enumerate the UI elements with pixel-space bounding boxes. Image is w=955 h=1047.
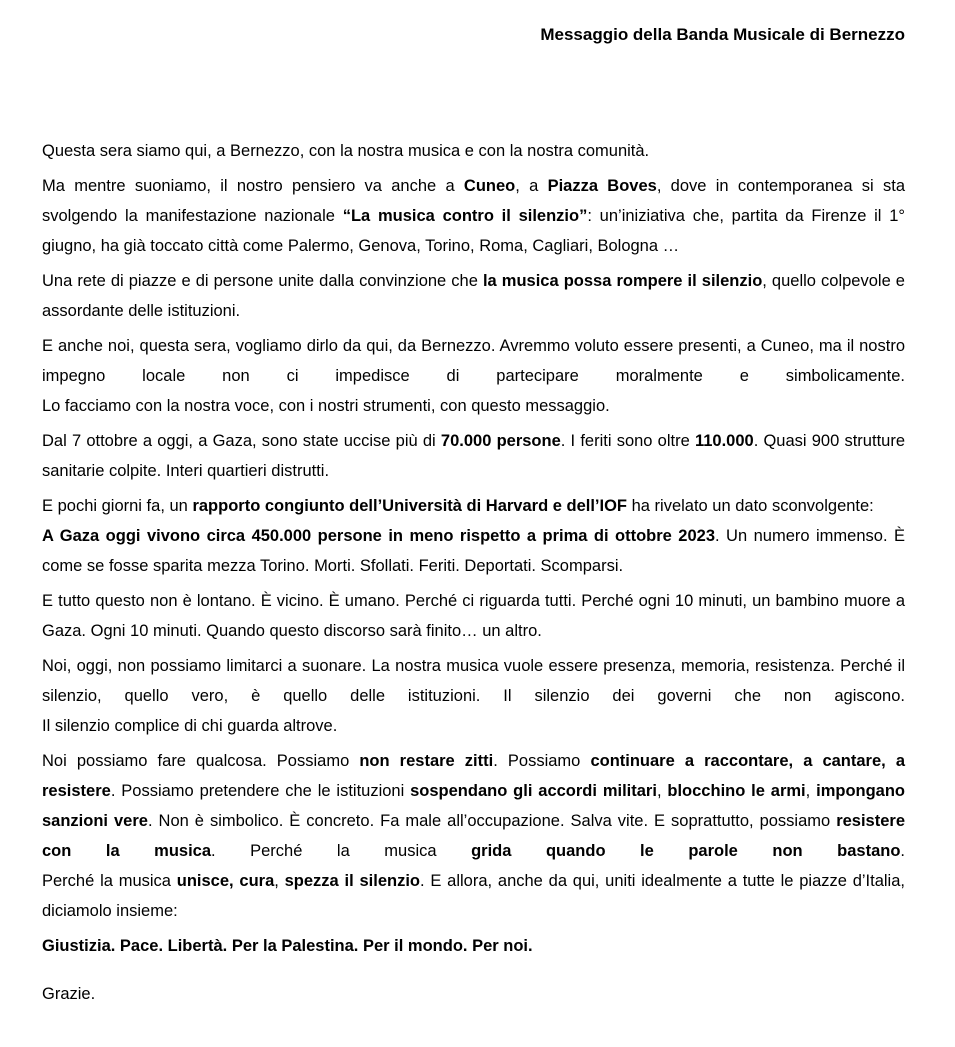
text-segment — [42, 491, 905, 521]
text-run: , dove in contemporanea si sta svolgendo la manifestazione nazionale — [42, 177, 905, 225]
text-run: E tutto questo non è lontano. È vicino. È umano. Perché ci riguarda tutti. Perché ogni 10 minuti, un bambino muore a Gaza. Ogni 10 minuti. Quando questo discorso sarà finito… un altro. — [42, 592, 905, 640]
paragraph-p8 — [42, 651, 905, 741]
text-run: . Perché la musica — [211, 842, 472, 860]
bold-text-run: Cuneo — [463, 177, 516, 195]
text-segment — [42, 331, 905, 391]
bold-text-run: spezza il silenzio — [284, 872, 420, 890]
text-segment — [42, 651, 905, 711]
bold-text-run: grida quando le parole non bastano — [471, 842, 901, 860]
paragraph-p1 — [42, 136, 905, 166]
bold-text-run: non restare zitti — [359, 752, 494, 770]
bold-text-run: Giustizia. Pace. Libertà. Per la Palestina. Per il mondo. Per noi. — [42, 937, 533, 955]
text-segment — [42, 711, 905, 741]
text-run: Una rete di piazze e di persone unite dalla convinzione che — [42, 272, 483, 290]
bold-text-run: impongano sanzioni vere — [42, 782, 906, 830]
text-segment — [42, 136, 905, 166]
text-segment — [42, 521, 905, 581]
bold-text-run: la musica possa rompere il silenzio — [482, 272, 763, 290]
text-run: : un’iniziativa che, partita da Firenze il 1° giugno, ha già toccato città come Palermo, Genova, Torino, Roma, Cagliari, Bologna … — [42, 207, 906, 255]
document-title: Messaggio della Banda Musicale di Bernezzo — [540, 25, 905, 44]
bold-text-run: rapporto congiunto dell’Università di Harvard e dell’IOF — [192, 497, 628, 515]
text-segment — [42, 266, 905, 326]
text-segment — [42, 171, 905, 261]
text-run: E pochi giorni fa, un — [42, 497, 193, 515]
text-segment — [42, 866, 905, 926]
text-segment — [42, 391, 905, 421]
text-run: Il silenzio complice di chi guarda altrove. — [42, 717, 338, 735]
text-run: Noi possiamo fare qualcosa. Possiamo — [42, 752, 360, 770]
text-run: Grazie. — [42, 985, 96, 1003]
text-run: Dal 7 ottobre a oggi, a Gaza, sono state uccise più di — [42, 432, 441, 450]
paragraph-p2 — [42, 171, 905, 261]
paragraph-p5 — [42, 426, 905, 486]
bold-text-run: Piazza Boves — [547, 177, 657, 195]
text-run: , a — [515, 177, 548, 195]
bold-text-run: blocchino le armi — [667, 782, 806, 800]
text-run: , quello colpevole e assordante delle istituzioni. — [42, 272, 905, 320]
text-run: . Possiamo pretendere che le istituzioni — [110, 782, 411, 800]
text-run: . Possiamo — [493, 752, 591, 770]
bold-text-run: unisce, cura — [176, 872, 275, 890]
bold-text-run: resistere con la musica — [42, 812, 905, 860]
text-run: . Non è simbolico. È concreto. Fa male all’occupazione. Salva vite. E soprattutto, possiamo — [147, 812, 837, 830]
paragraph-p4 — [42, 331, 905, 421]
paragraph-p11 — [42, 979, 905, 1009]
text-run: ha rivelato un dato sconvolgente: — [627, 497, 874, 515]
document-body — [42, 136, 905, 1009]
paragraph-p6 — [42, 491, 905, 581]
bold-text-run: “La musica contro il silenzio” — [342, 207, 588, 225]
bold-text-run: A Gaza oggi vivono circa 450.000 persone in meno rispetto a prima di ottobre 2023 — [42, 527, 716, 545]
text-run: , — [656, 782, 668, 800]
text-run: . — [900, 842, 905, 860]
text-run: Lo facciamo con la nostra voce, con i nostri strumenti, con questo messaggio. — [42, 397, 610, 415]
text-run: . Quasi 900 strutture sanitarie colpite. Interi quartieri distrutti. — [42, 432, 905, 480]
text-run: Noi, oggi, non possiamo limitarci a suonare. La nostra musica vuole essere presenza, memoria, resistenza. Perché il silenzio, quello vero, è quello delle istituzioni. Il silenzio dei governi che non agiscono. — [42, 657, 905, 705]
text-segment — [42, 979, 905, 1009]
text-segment — [42, 426, 905, 486]
text-run: , — [274, 872, 285, 890]
text-run: , — [805, 782, 817, 800]
text-run: Perché la musica — [42, 872, 177, 890]
text-run: Questa sera siamo qui, a Bernezzo, con la nostra musica e con la nostra comunità. — [42, 142, 650, 160]
bold-text-run: continuare a raccontare, a cantare, a resistere — [42, 752, 906, 800]
text-run: . E allora, anche da qui, uniti idealmente a tutte le piazze d’Italia, diciamolo insieme: — [42, 872, 905, 920]
paragraph-p7 — [42, 586, 905, 646]
bold-text-run: sospendano gli accordi militari — [410, 782, 657, 800]
text-run: Ma mentre suoniamo, il nostro pensiero va anche a — [42, 177, 464, 195]
text-run: . Un numero immenso. È come se fosse sparita mezza Torino. Morti. Sfollati. Feriti. Deportati. Scomparsi. — [42, 527, 905, 575]
text-run: . I feriti sono oltre — [560, 432, 695, 450]
bold-text-run: 70.000 persone — [440, 432, 561, 450]
text-segment — [42, 931, 905, 961]
document-page — [0, 24, 955, 1047]
text-segment — [42, 586, 905, 646]
bold-text-run: 110.000 — [694, 432, 754, 450]
paragraph-p10 — [42, 931, 905, 961]
text-run: E anche noi, questa sera, vogliamo dirlo da qui, da Bernezzo. Avremmo voluto essere presenti, a Cuneo, ma il nostro impegno locale non ci impedisce di partecipare moralmente e simbolicamente. — [42, 337, 905, 385]
paragraph-p9 — [42, 746, 905, 926]
paragraph-p3 — [42, 266, 905, 326]
text-segment — [42, 746, 905, 866]
